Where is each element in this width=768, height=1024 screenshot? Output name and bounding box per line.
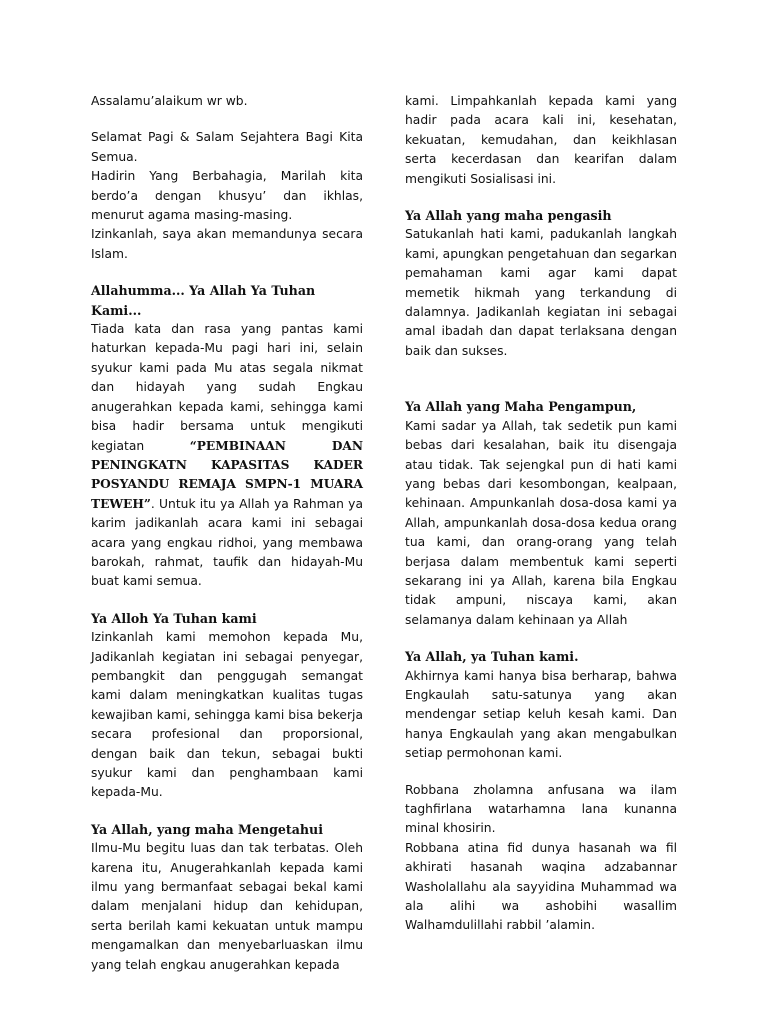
doa-paragraph-1 (91, 320, 363, 592)
closing-prayer-2: Robbana atina fid dunya hasanah wa fil akhirati hasanah waqina adzabannar Washolallahu ala sayyidina Muhammad wa ala alihi wa ashobihi wasallim Walhamdulillahi rabbil ’alamin. (405, 840, 677, 933)
doa-paragraph-3: Ilmu-Mu begitu luas dan tak terbatas. Oleh karena itu, Anugerahkanlah kepada kami ilmu yang bermanfaat sebagai bekal kami dalam menjalani hidup dan kehidupan, serta berilah kami kekuatan untuk mampu mengamalkan dan menyebarluaskan ilmu yang telah engkau anugerahkan kepada (91, 841, 363, 972)
hadirin-paragraph: Hadirin Yang Berbahagia, Marilah kita berdo’a dengan khusyu’ dan ikhlas, menurut agama masing-masing. (91, 169, 363, 223)
greeting: Assalamu’alaikum wr wb. (91, 94, 248, 108)
closing-prayer-1: Robbana zholamna anfusana wa ilam taghfirlana watarhamna lana kunanna minal khosirin. (405, 782, 677, 836)
heading-allahumma: Allahumma... Ya Allah Ya Tuhan Kami... (91, 283, 316, 318)
doa-paragraph-4: Satukanlah hati kami, padukanlah langkah kami, apungkan pengetahuan dan segarkan pemahaman kami agar kami dapat memetik hikmah yang terkandung di dalamnya. Jadikanlah kegiatan ini sebagai amal ibadah dan dapat terlaksana dengan baik dan sukses. (405, 227, 677, 358)
salam-paragraph: Selamat Pagi & Salam Sejahtera Bagi Kita Semua. (91, 130, 363, 164)
heading-maha-pengasih: Ya Allah yang maha pengasih (405, 208, 612, 224)
doa-paragraph-1-end: . Untuk itu ya Allah ya Rahman ya karim jadikanlah acara kami ini sebagai acara yang engkau ridhoi, yang membawa barokah, rahmat, taufik dan hidayah-Mu buat kami semua. (91, 496, 363, 589)
doa-paragraph-1-start: Tiada kata dan rasa yang pantas kami haturkan kepada-Mu pagi hari ini, selain syukur kami pada Mu atas segala nikmat dan hidayah yang sudah Engkau anugerahkan kepada kami, sehingga kami bisa hadir bersama untuk mengikuti kegiatan (91, 322, 363, 453)
event-title: “PEMBINAAN DAN PENINGKATN KAPASITAS KADER POSYANDU REMAJA SMPN-1 MUARA TEWEH” (91, 438, 363, 511)
heading-maha-mengetahui: Ya Allah, yang maha Mengetahui (91, 821, 323, 837)
doa-paragraph-2: Izinkanlah kami memohon kepada Mu, Jadikanlah kegiatan ini sebagai penyegar, pembangkit dan penggugah semangat kami dalam meningkatkan kualitas tugas kewajiban kami, sehingga kami bisa bekerja secara profesional dan proporsional, dengan baik dan tekun, sebagai bukti syukur kami dan penghambaan kami kepada-Mu. (91, 630, 363, 800)
doa-paragraph-3-continued: kami. Limpahkanlah kepada kami yang hadir pada acara kali ini, kesehatan, kekuatan, kemudahan, dan keikhlasan serta kecerdasan dan kearifan dalam mengikuti Sosialisasi ini. (405, 94, 677, 186)
heading-ya-tuhan-kami: Ya Allah, ya Tuhan kami. (405, 649, 579, 665)
heading-ya-alloh: Ya Alloh Ya Tuhan kami (91, 610, 257, 626)
doa-paragraph-6: Akhirnya kami hanya bisa berharap, bahwa Engkaulah satu-satunya yang akan mendengar setiap keluh kesah kami. Dan hanya Engkaulah yang akan mengabulkan setiap permohonan kami. (405, 668, 677, 761)
right-column (405, 92, 677, 936)
izin-paragraph: Izinkanlah, saya akan memandunya secara Islam. (91, 227, 363, 261)
heading-maha-pengampun: Ya Allah yang Maha Pengampun, (405, 399, 637, 415)
left-column (91, 92, 363, 975)
doa-paragraph-5: Kami sadar ya Allah, tak sedetik pun kami bebas dari kesalahan, baik itu disengaja atau tidak. Tak sejengkal pun di hati kami yang bebas dari kesombongan, kealpaan, kehinaan. Ampunkanlah dosa-dosa kami ya Allah, ampunkanlah dosa-dosa kedua orang tua kami, dan orang-orang yang telah berjasa dalam membentuk kami seperti sekarang ini ya Allah, karena bila Engkau tidak ampuni, niscaya kami, akan selamanya dalam kehinaan ya Allah (405, 418, 677, 627)
